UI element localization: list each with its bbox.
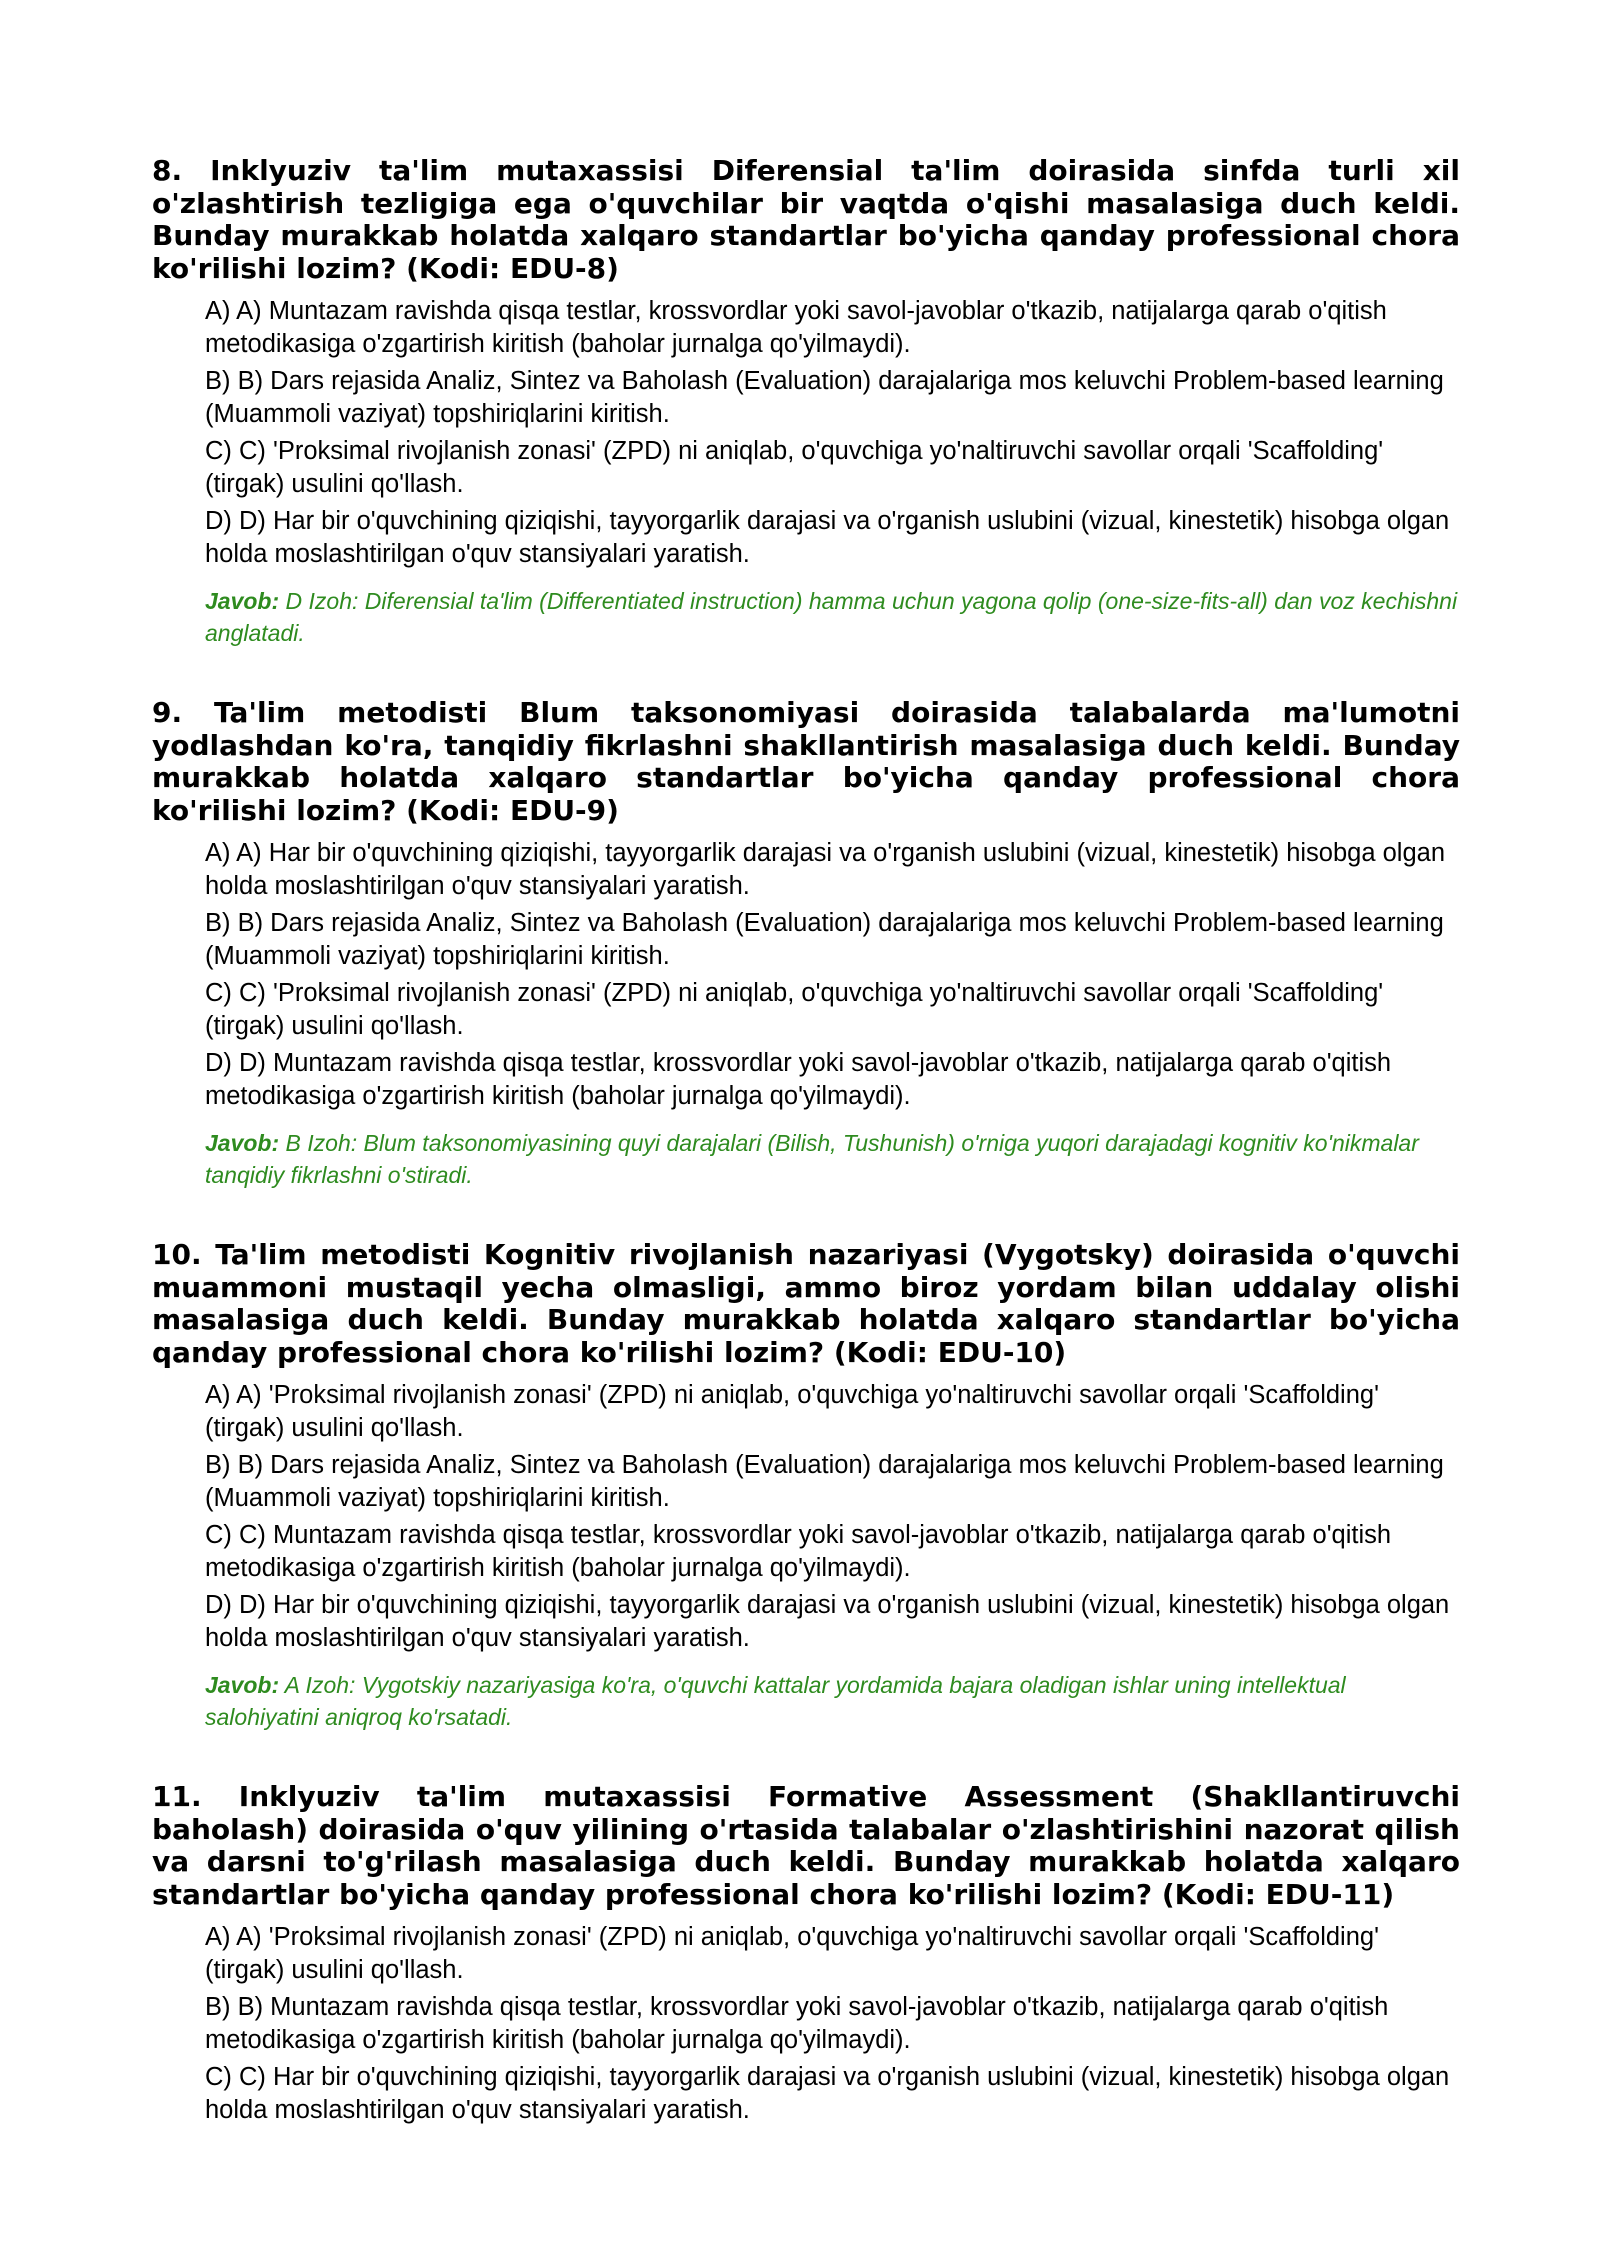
answer [205,585,1460,649]
answer-label: Javob: [205,1130,280,1156]
option-c: C) C) Har bir o'quvchining qiziqishi, tayyorgarlik darajasi va o'rganish uslubini (vizual, kinestetik) hisobga olgan holda moslashtirilgan o'quv stansiyalari yaratish. [205,2063,1450,2124]
question-10 [152,1239,1460,1733]
question-title: 10. Ta'lim metodisti Kognitiv rivojlanish nazariyasi (Vygotsky) doirasida o'quvchi muammoni mustaqil yecha olmasligi, ammo biroz yordam bilan uddalay olishi masalasiga duch keldi. Bunday murakkab holatda xalqaro standartlar bo'yicha qanday professional chora ko'rilishi lozim? (Kodi: EDU-10) [152,1238,1460,1369]
answer [205,1669,1460,1733]
options-list [205,1379,1460,1733]
options-list [205,1921,1460,2127]
answer-label: Javob: [205,1672,280,1698]
question-title: 11. Inklyuziv ta'lim mutaxassisi Formative Assessment (Shakllantiruvchi baholash) doirasida o'quv yilining o'rtasida talabalar o'zlashtirishini nazorat qilish va darsni to'g'rilash masalasiga duch keldi. Bunday murakkab holatda xalqaro standartlar bo'yicha qanday professional chora ko'rilishi lozim? (Kodi: EDU-11) [152,1780,1460,1911]
question-11 [152,1781,1460,2127]
option-c: C) C) 'Proksimal rivojlanish zonasi' (ZPD) ni aniqlab, o'quvchiga yo'naltiruvchi savollar orqali 'Scaffolding' (tirgak) usulini qo'llash. [205,437,1384,498]
option-d: D) D) Har bir o'quvchining qiziqishi, tayyorgarlik darajasi va o'rganish uslubini (vizual, kinestetik) hisobga olgan holda moslashtirilgan o'quv stansiyalari yaratish. [205,507,1450,568]
option-d: D) D) Muntazam ravishda qisqa testlar, krossvordlar yoki savol-javoblar o'tkazib, natijalarga qarab o'qitish metodikasiga o'zgartirish kiritish (baholar jurnalga qo'yilmaydi). [205,1049,1392,1110]
option-c: C) C) Muntazam ravishda qisqa testlar, krossvordlar yoki savol-javoblar o'tkazib, natijalarga qarab o'qitish metodikasiga o'zgartirish kiritish (baholar jurnalga qo'yilmaydi). [205,1521,1392,1582]
answer-explanation: B Izoh: Blum taksonomiyasining quyi darajalari (Bilish, Tushunish) o'rniga yuqori darajadagi kognitiv ko'nikmalar tanqidiy fikrlashni o'stiradi. [205,1130,1419,1188]
answer-explanation: D Izoh: Diferensial ta'lim (Differentiated instruction) hamma uchun yagona qolip (one-size-fits-all) dan voz kechishni anglatadi. [205,588,1458,646]
option-b: B) B) Dars rejasida Analiz, Sintez va Baholash (Evaluation) darajalariga mos keluvchi Problem-based learning (Muammoli vaziyat) topshiriqlarini kiritish. [205,909,1444,970]
question-8 [152,155,1460,649]
option-d: D) D) Har bir o'quvchining qiziqishi, tayyorgarlik darajasi va o'rganish uslubini (vizual, kinestetik) hisobga olgan holda moslashtirilgan o'quv stansiyalari yaratish. [205,1591,1450,1652]
answer-explanation: A Izoh: Vygotskiy nazariyasiga ko'ra, o'quvchi kattalar yordamida bajara oladigan ishlar uning intellektual salohiyatini aniqroq ko'rsatadi. [205,1672,1346,1730]
option-c: C) C) 'Proksimal rivojlanish zonasi' (ZPD) ni aniqlab, o'quvchiga yo'naltiruvchi savollar orqali 'Scaffolding' (tirgak) usulini qo'llash. [205,979,1384,1040]
answer-label: Javob: [205,588,280,614]
question-title: 9. Ta'lim metodisti Blum taksonomiyasi doirasida talabalarda ma'lumotni yodlashdan ko'ra, tanqidiy fikrlashni shakllantirish masalasiga duch keldi. Bunday murakkab holatda xalqaro standartlar bo'yicha qanday professional chora ko'rilishi lozim? (Kodi: EDU-9) [152,696,1460,827]
option-a: A) A) Har bir o'quvchining qiziqishi, tayyorgarlik darajasi va o'rganish uslubini (vizual, kinestetik) hisobga olgan holda moslashtirilgan o'quv stansiyalari yaratish. [205,839,1446,900]
option-b: B) B) Muntazam ravishda qisqa testlar, krossvordlar yoki savol-javoblar o'tkazib, natijalarga qarab o'qitish metodikasiga o'zgartirish kiritish (baholar jurnalga qo'yilmaydi). [205,1993,1389,2054]
options-list [205,837,1460,1191]
options-list [205,295,1460,649]
answer [205,1127,1460,1191]
option-a: A) A) 'Proksimal rivojlanish zonasi' (ZPD) ni aniqlab, o'quvchiga yo'naltiruvchi savollar orqali 'Scaffolding' (tirgak) usulini qo'llash. [205,1381,1379,1442]
question-9 [152,697,1460,1191]
option-a: A) A) 'Proksimal rivojlanish zonasi' (ZPD) ni aniqlab, o'quvchiga yo'naltiruvchi savollar orqali 'Scaffolding' (tirgak) usulini qo'llash. [205,1923,1379,1984]
option-b: B) B) Dars rejasida Analiz, Sintez va Baholash (Evaluation) darajalariga mos keluvchi Problem-based learning (Muammoli vaziyat) topshiriqlarini kiritish. [205,367,1444,428]
document-page [152,155,1460,2175]
option-b: B) B) Dars rejasida Analiz, Sintez va Baholash (Evaluation) darajalariga mos keluvchi Problem-based learning (Muammoli vaziyat) topshiriqlarini kiritish. [205,1451,1444,1512]
question-title: 8. Inklyuziv ta'lim mutaxassisi Diferensial ta'lim doirasida sinfda turli xil o'zlashtirish tezligiga ega o'quvchilar bir vaqtda o'qishi masalasiga duch keldi. Bunday murakkab holatda xalqaro standartlar bo'yicha qanday professional chora ko'rilishi lozim? (Kodi: EDU-8) [152,154,1460,285]
option-a: A) A) Muntazam ravishda qisqa testlar, krossvordlar yoki savol-javoblar o'tkazib, natijalarga qarab o'qitish metodikasiga o'zgartirish kiritish (baholar jurnalga qo'yilmaydi). [205,297,1387,358]
